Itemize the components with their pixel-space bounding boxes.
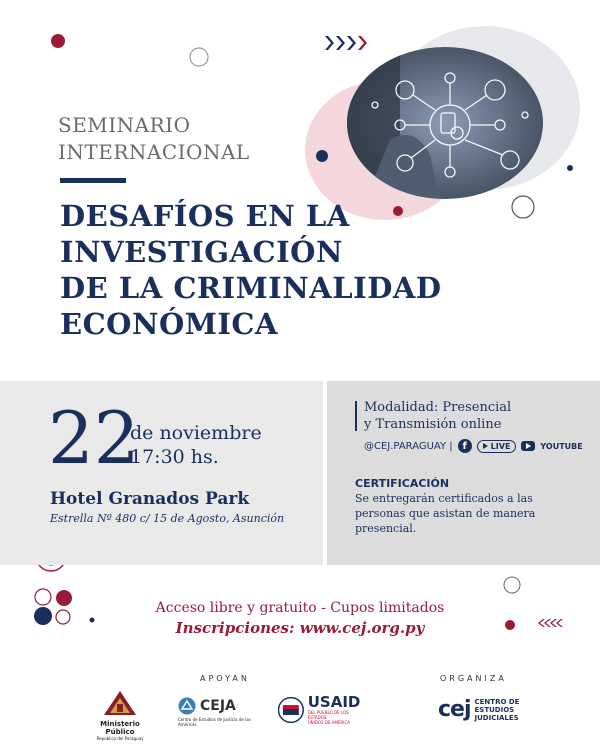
hero-photo [345,45,545,200]
decor-dot-navy [316,150,328,162]
modality-line: y Transmisión online [364,417,502,432]
ceja-logo-icon [178,697,196,715]
youtube-label[interactable]: YOUTUBE [540,441,583,451]
event-address: Estrella Nº 480 c/ 15 de Agosto, Asunción [50,512,285,525]
event-time: 17:30 hs. [130,446,219,468]
sponsor-usaid[interactable] [278,694,368,725]
live-label: LIVE [490,441,511,451]
certification-heading: CERTIFICACIÓN [355,477,450,490]
decor-ring [504,577,520,593]
kicker-line: SEMINARIO [58,113,191,137]
usaid-name: USAID [307,693,361,711]
ministerio-publico-logo-icon [103,690,137,716]
facebook-icon[interactable]: f [458,439,472,453]
event-kicker [58,112,250,166]
access-note: Acceso libre y gratuito - Cupos limitados [155,600,445,616]
live-badge[interactable] [477,440,517,453]
ceja-name: CEJA [200,698,236,714]
title-line: ECONÓMICA [60,307,278,341]
modality-line: Modalidad: Presencial [364,400,512,415]
cej-line: JUDICIALES [474,713,519,722]
sponsor-ceja[interactable] [178,697,268,727]
sponsor-ministerio-publico[interactable] [90,690,150,741]
cej-line: ESTUDIOS [474,705,515,714]
cej-logo-icon: cej [438,697,471,722]
modality-bar [355,401,357,431]
support-label: APOYAN [200,674,250,683]
usaid-sub: DEL PUEBLO DE LOS ESTADOS [307,710,349,720]
registration-link[interactable]: Inscripciones: www.cej.org.py [175,619,425,637]
social-row [364,439,583,453]
title-line: DESAFÍOS EN LA [60,199,350,233]
event-date-time [130,421,262,469]
certification-text: Se entregarán certificados a las personas que asistan de manera presencial. [355,492,536,535]
organizer-cej[interactable] [438,697,519,722]
decor-dot-navy [567,165,573,171]
usaid-seal-icon [278,697,304,723]
play-icon [483,443,488,449]
kicker-line: INTERNACIONAL [58,140,250,164]
youtube-icon[interactable] [521,441,535,451]
ministerio-publico-sub: República del Paraguay [96,736,144,741]
event-month: de noviembre [130,422,262,444]
event-title [60,198,442,342]
title-line: INVESTIGACIÓN [60,235,343,269]
cej-line: CENTRO DE [474,697,520,706]
usaid-sub: UNIDOS DE AMÉRICA [307,720,350,725]
organizer-label: ORGANIZA [440,674,507,683]
title-line: DE LA CRIMINALIDAD [60,271,442,305]
event-venue: Hotel Granados Park [50,489,250,509]
social-handle[interactable]: @CEJ.PARAGUAY | [364,440,453,452]
title-rule [60,178,126,183]
decor-ring [190,48,208,66]
ministerio-publico-name: Ministerio Público [100,720,140,736]
ceja-sub: Centro de Estudios de Justicia de las Américas [178,717,251,727]
modality-text [364,399,511,433]
event-day: 22 [48,396,140,480]
decor-dot-red [51,34,65,48]
